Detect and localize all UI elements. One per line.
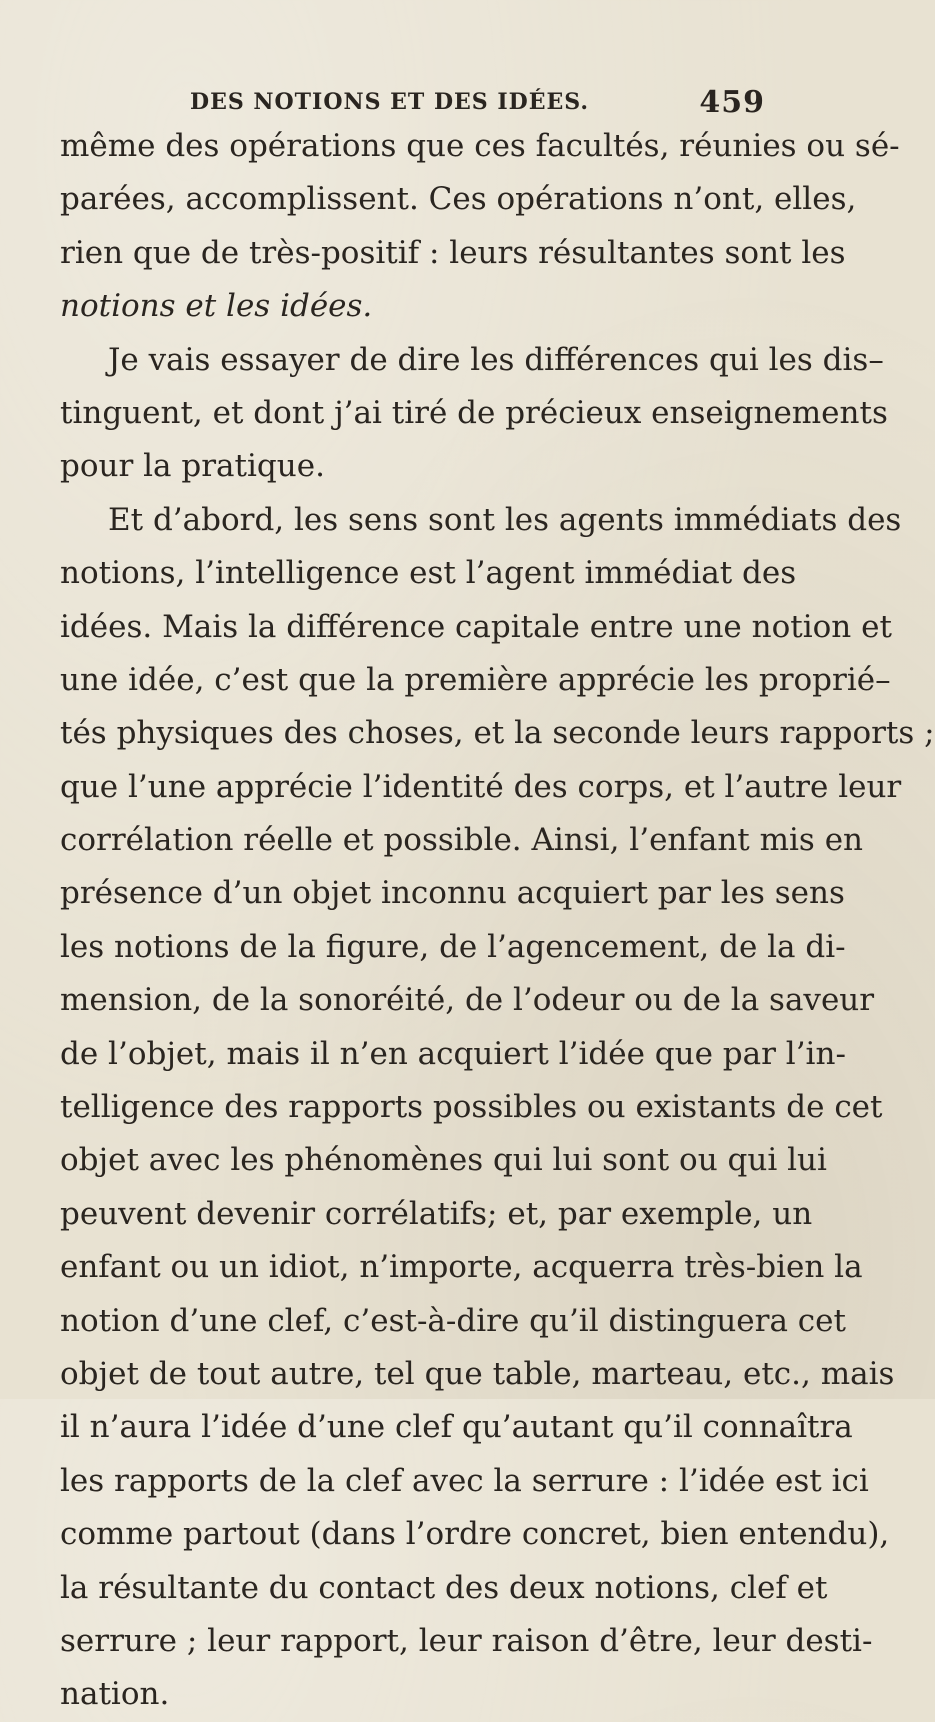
page-number: 459 <box>699 84 765 120</box>
text-line: idées. Mais la différence capitale entre une notion et <box>60 608 892 645</box>
text-line: notions, l’intelligence est l’agent immédiat des <box>60 555 797 592</box>
text-line: enfant ou un idiot, n’importe, acquerra très-bien la <box>60 1249 863 1286</box>
text-line: une idée, c’est que la première apprécie les proprié– <box>60 661 891 698</box>
text-line: notion d’une clef, c’est-à-dire qu’il distinguera cet <box>60 1302 846 1339</box>
text-line: notions et les idées. <box>60 288 373 325</box>
text-line: même des opérations que ces facultés, réunies ou sé- <box>60 128 900 164</box>
text-line: les notions de la figure, de l’agencement, de la di- <box>60 928 846 965</box>
text-line: parées, accomplissent. Ces opérations n’ont, elles, <box>60 181 857 218</box>
text-line: pour la pratique. <box>60 448 325 485</box>
body-text <box>60 120 935 1722</box>
text-line: objet avec les phénomènes qui lui sont ou qui lui <box>60 1142 827 1179</box>
text-line: rien que de très-positif : leurs résultantes sont les <box>60 234 846 271</box>
text-line: mension, de la sonoréité, de l’odeur ou de la saveur <box>60 982 875 1019</box>
text-line: tinguent, et dont j’ai tiré de précieux enseignements <box>60 394 888 431</box>
text-line: nation. <box>60 1676 170 1713</box>
text-line: présence d’un objet inconnu acquiert par les sens <box>60 875 845 912</box>
text-line: que l’une apprécie l’identité des corps, et l’autre leur <box>60 768 902 805</box>
text-line: objet de tout autre, tel que table, marteau, etc., mais <box>60 1355 895 1392</box>
text-line: de l’objet, mais il n’en acquiert l’idée que par l’in- <box>60 1035 846 1072</box>
text-line: serrure ; leur rapport, leur raison d’être, leur desti- <box>60 1622 873 1659</box>
text-line: il n’aura l’idée d’une clef qu’autant qu’il connaîtra <box>60 1409 853 1446</box>
running-title: DES NOTIONS ET DES IDÉES. <box>190 89 590 115</box>
text-line: telligence des rapports possibles ou existants de cet <box>60 1089 883 1126</box>
text-line: peuvent devenir corrélatifs; et, par exemple, un <box>60 1195 813 1232</box>
text-line: la résultante du contact des deux notions, clef et <box>60 1569 828 1606</box>
text-line: tés physiques des choses, et la seconde leurs rapports ; <box>60 715 935 752</box>
text-line: Et d’abord, les sens sont les agents immédiats des <box>108 501 902 538</box>
text-line: Je vais essayer de dire les différences qui les dis– <box>108 341 884 378</box>
text-line: comme partout (dans l’ordre concret, bien entendu), <box>60 1516 890 1553</box>
text-line: les rapports de la clef avec la serrure : l’idée est ici <box>60 1462 869 1499</box>
text-line: corrélation réelle et possible. Ainsi, l’enfant mis en <box>60 822 864 859</box>
running-head <box>190 82 765 122</box>
